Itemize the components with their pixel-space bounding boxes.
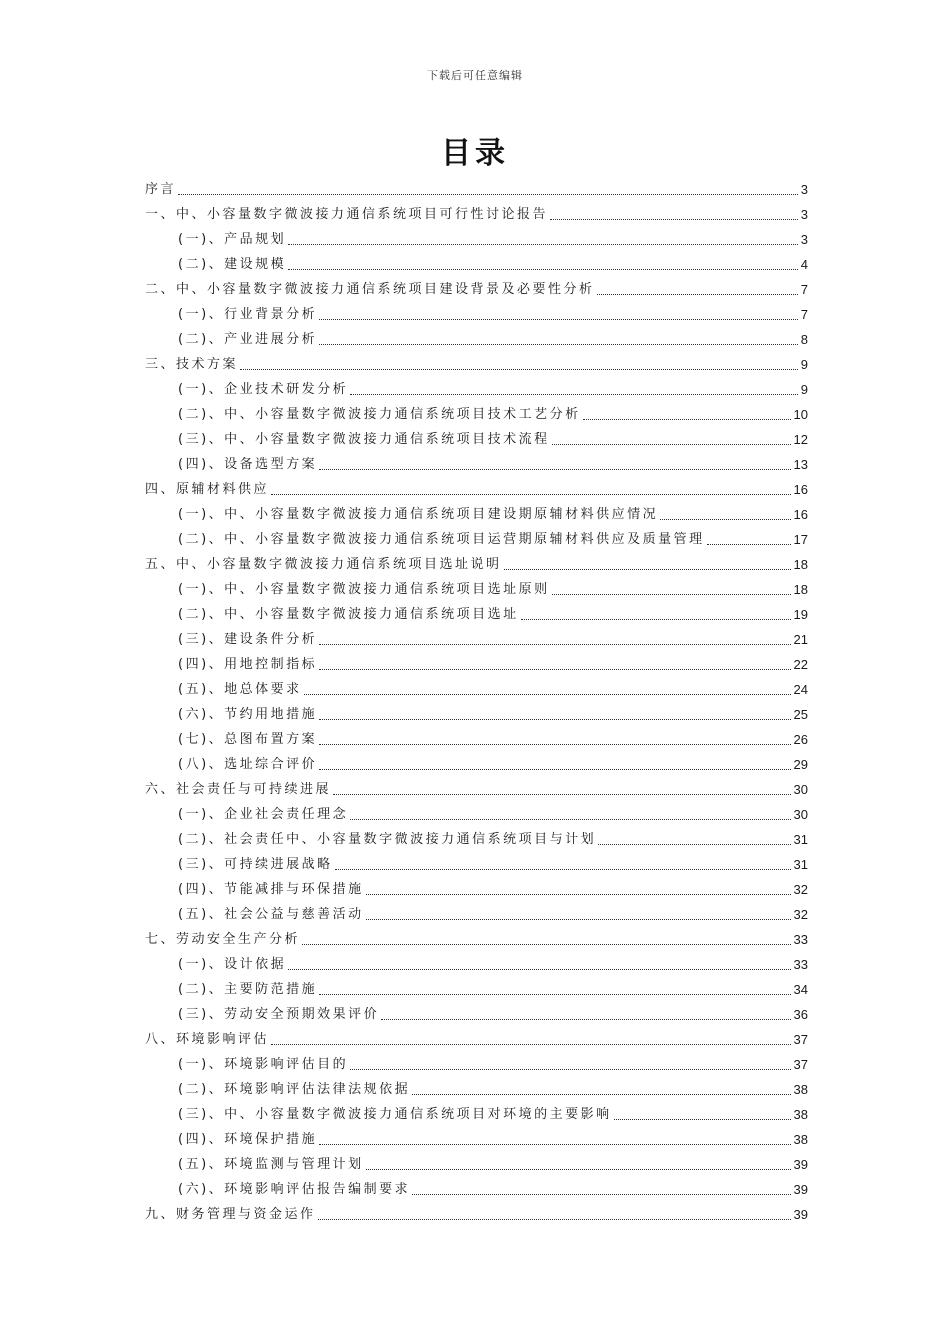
toc-dot-leader xyxy=(319,469,790,470)
toc-entry[interactable] xyxy=(145,899,808,924)
toc-entry[interactable] xyxy=(145,474,808,499)
toc-entry[interactable] xyxy=(145,249,808,274)
toc-dot-leader xyxy=(521,619,791,620)
toc-entry-title: 九、财务管理与资金运作 xyxy=(145,1207,316,1222)
toc-page-number: 4 xyxy=(800,257,808,272)
toc-dot-leader xyxy=(288,969,790,970)
toc-dot-leader xyxy=(271,494,791,495)
toc-page-number: 8 xyxy=(800,332,808,347)
toc-entry[interactable] xyxy=(145,424,808,449)
toc-page-number: 36 xyxy=(793,1007,808,1022)
toc-entry[interactable] xyxy=(145,224,808,249)
toc-dot-leader xyxy=(319,1144,790,1145)
toc-entry[interactable] xyxy=(145,349,808,374)
toc-dot-leader xyxy=(597,294,798,295)
toc-dot-leader xyxy=(583,419,791,420)
toc-entry[interactable] xyxy=(145,674,808,699)
toc-entry-title: (七)、总图布置方案 xyxy=(178,732,318,747)
toc-entry-title: (二)、主要防范措施 xyxy=(178,982,318,997)
toc-page-number: 34 xyxy=(793,982,808,997)
toc-entry-title: (二)、中、小容量数字微波接力通信系统项目技术工艺分析 xyxy=(178,407,581,422)
toc-entry[interactable] xyxy=(145,1049,808,1074)
toc-entry[interactable] xyxy=(145,1074,808,1099)
toc-entry-title: (四)、用地控制指标 xyxy=(178,657,318,672)
toc-dot-leader xyxy=(614,1119,791,1120)
table-of-contents xyxy=(145,174,808,1224)
toc-dot-leader xyxy=(366,894,791,895)
toc-entry[interactable] xyxy=(145,374,808,399)
toc-entry[interactable] xyxy=(145,274,808,299)
toc-entry-title: (二)、产业进展分析 xyxy=(178,332,318,347)
toc-page-number: 37 xyxy=(793,1057,808,1072)
toc-entry[interactable] xyxy=(145,174,808,199)
toc-entry-title: 八、环境影响评估 xyxy=(145,1032,270,1047)
toc-dot-leader xyxy=(366,919,791,920)
toc-entry-title: (五)、地总体要求 xyxy=(178,682,302,697)
toc-entry[interactable] xyxy=(145,624,808,649)
toc-entry-title: (八)、选址综合评价 xyxy=(178,757,318,772)
toc-entry[interactable] xyxy=(145,499,808,524)
toc-entry[interactable] xyxy=(145,324,808,349)
toc-page-number: 18 xyxy=(793,557,808,572)
toc-entry-title: (二)、环境影响评估法律法规依据 xyxy=(178,1082,411,1097)
toc-page-number: 9 xyxy=(800,357,808,372)
toc-page-number: 3 xyxy=(800,182,808,197)
toc-page-number: 18 xyxy=(793,582,808,597)
toc-entry-title: (五)、环境监测与管理计划 xyxy=(178,1157,364,1172)
toc-entry[interactable] xyxy=(145,299,808,324)
toc-entry[interactable] xyxy=(145,949,808,974)
toc-entry[interactable] xyxy=(145,1199,808,1224)
toc-dot-leader xyxy=(288,269,798,270)
toc-entry-title: (六)、环境影响评估报告编制要求 xyxy=(178,1182,411,1197)
toc-dot-leader xyxy=(598,844,790,845)
toc-entry-title: 序言 xyxy=(145,182,177,197)
toc-entry-title: (一)、设计依据 xyxy=(178,957,287,972)
toc-entry-title: (二)、建设规模 xyxy=(178,257,287,272)
toc-dot-leader xyxy=(319,344,798,345)
toc-entry-title: (四)、节能减排与环保措施 xyxy=(178,882,364,897)
toc-dot-leader xyxy=(302,944,791,945)
toc-entry-title: (四)、设备选型方案 xyxy=(178,457,318,472)
toc-page-number: 16 xyxy=(793,507,808,522)
toc-dot-leader xyxy=(318,1219,791,1220)
toc-entry[interactable] xyxy=(145,849,808,874)
toc-page-number: 24 xyxy=(793,682,808,697)
toc-dot-leader xyxy=(552,444,791,445)
toc-entry[interactable] xyxy=(145,199,808,224)
toc-entry[interactable] xyxy=(145,1024,808,1049)
toc-dot-leader xyxy=(335,869,791,870)
toc-entry-title: (三)、劳动安全预期效果评价 xyxy=(178,1007,380,1022)
toc-entry[interactable] xyxy=(145,399,808,424)
toc-dot-leader xyxy=(350,394,798,395)
toc-page-number: 25 xyxy=(793,707,808,722)
toc-entry[interactable] xyxy=(145,449,808,474)
toc-dot-leader xyxy=(504,569,791,570)
toc-page-number: 30 xyxy=(793,782,808,797)
toc-entry[interactable] xyxy=(145,999,808,1024)
toc-dot-leader xyxy=(240,369,798,370)
toc-page-number: 17 xyxy=(793,532,808,547)
toc-dot-leader xyxy=(304,694,791,695)
toc-dot-leader xyxy=(366,1169,791,1170)
toc-entry-title: (一)、中、小容量数字微波接力通信系统项目建设期原辅材料供应情况 xyxy=(178,507,659,522)
toc-entry[interactable] xyxy=(145,774,808,799)
toc-dot-leader xyxy=(319,319,798,320)
toc-page-number: 7 xyxy=(800,282,808,297)
toc-entry-title: (三)、可持续进展战略 xyxy=(178,857,333,872)
toc-page-number: 16 xyxy=(793,482,808,497)
toc-entry-title: (一)、行业背景分析 xyxy=(178,307,318,322)
toc-dot-leader xyxy=(660,519,790,520)
toc-entry[interactable] xyxy=(145,1124,808,1149)
toc-dot-leader xyxy=(319,644,790,645)
toc-entry[interactable] xyxy=(145,724,808,749)
toc-entry-title: (一)、中、小容量数字微波接力通信系统项目选址原则 xyxy=(178,582,550,597)
toc-entry-title: (二)、中、小容量数字微波接力通信系统项目选址 xyxy=(178,607,519,622)
toc-entry-title: (一)、环境影响评估目的 xyxy=(178,1057,349,1072)
toc-dot-leader xyxy=(319,744,790,745)
toc-entry[interactable] xyxy=(145,574,808,599)
toc-page-number: 38 xyxy=(793,1082,808,1097)
toc-dot-leader xyxy=(381,1019,790,1020)
toc-page-number: 9 xyxy=(800,382,808,397)
toc-dot-leader xyxy=(288,244,798,245)
toc-dot-leader xyxy=(350,1069,790,1070)
toc-entry-title: 六、社会责任与可持续进展 xyxy=(145,782,332,797)
toc-entry[interactable] xyxy=(145,824,808,849)
toc-dot-leader xyxy=(550,219,798,220)
toc-entry-title: (三)、中、小容量数字微波接力通信系统项目对环境的主要影响 xyxy=(178,1107,612,1122)
toc-entry[interactable] xyxy=(145,549,808,574)
toc-entry[interactable] xyxy=(145,699,808,724)
toc-entry-title: (一)、企业技术研发分析 xyxy=(178,382,349,397)
toc-entry[interactable] xyxy=(145,1099,808,1124)
toc-dot-leader xyxy=(412,1194,790,1195)
toc-dot-leader xyxy=(552,594,791,595)
toc-dot-leader xyxy=(271,1044,791,1045)
toc-dot-leader xyxy=(412,1094,790,1095)
toc-page-number: 39 xyxy=(793,1207,808,1222)
toc-entry-title: (一)、企业社会责任理念 xyxy=(178,807,349,822)
toc-entry[interactable] xyxy=(145,524,808,549)
toc-page-number: 39 xyxy=(793,1157,808,1172)
toc-page-number: 19 xyxy=(793,607,808,622)
toc-page-number: 37 xyxy=(793,1032,808,1047)
toc-page-number: 33 xyxy=(793,957,808,972)
toc-page-number: 22 xyxy=(793,657,808,672)
toc-entry-title: 五、中、小容量数字微波接力通信系统项目选址说明 xyxy=(145,557,502,572)
toc-page-number: 12 xyxy=(793,432,808,447)
toc-dot-leader xyxy=(707,544,791,545)
toc-dot-leader xyxy=(333,794,791,795)
toc-entry-title: 二、中、小容量数字微波接力通信系统项目建设背景及必要性分析 xyxy=(145,282,595,297)
toc-page-number: 7 xyxy=(800,307,808,322)
toc-dot-leader xyxy=(319,769,790,770)
toc-entry-title: (三)、建设条件分析 xyxy=(178,632,318,647)
toc-entry[interactable] xyxy=(145,974,808,999)
toc-entry[interactable] xyxy=(145,749,808,774)
toc-entry-title: (四)、环境保护措施 xyxy=(178,1132,318,1147)
toc-page-number: 32 xyxy=(793,882,808,897)
toc-entry[interactable] xyxy=(145,1149,808,1174)
toc-page-number: 13 xyxy=(793,457,808,472)
toc-entry-title: 四、原辅材料供应 xyxy=(145,482,270,497)
header-note: 下载后可任意编辑 xyxy=(427,69,523,82)
toc-page-number: 33 xyxy=(793,932,808,947)
toc-page-number: 31 xyxy=(793,857,808,872)
toc-entry-title: (三)、中、小容量数字微波接力通信系统项目技术流程 xyxy=(178,432,550,447)
toc-dot-leader xyxy=(350,819,790,820)
toc-dot-leader xyxy=(319,719,790,720)
toc-entry[interactable] xyxy=(145,799,808,824)
toc-page-number: 10 xyxy=(793,407,808,422)
toc-page-number: 21 xyxy=(793,632,808,647)
toc-entry[interactable] xyxy=(145,874,808,899)
toc-page-number: 38 xyxy=(793,1132,808,1147)
toc-entry-title: 一、中、小容量数字微波接力通信系统项目可行性讨论报告 xyxy=(145,207,549,222)
toc-entry-title: (五)、社会公益与慈善活动 xyxy=(178,907,364,922)
toc-entry[interactable] xyxy=(145,1174,808,1199)
toc-entry[interactable] xyxy=(145,924,808,949)
toc-entry-title: (二)、社会责任中、小容量数字微波接力通信系统项目与计划 xyxy=(178,832,597,847)
toc-page-number: 3 xyxy=(800,232,808,247)
toc-entry-title: (二)、中、小容量数字微波接力通信系统项目运营期原辅材料供应及质量管理 xyxy=(178,532,705,547)
toc-page-number: 31 xyxy=(793,832,808,847)
toc-dot-leader xyxy=(319,669,790,670)
toc-entry-title: (一)、产品规划 xyxy=(178,232,287,247)
toc-page-number: 38 xyxy=(793,1107,808,1122)
toc-page-number: 3 xyxy=(800,207,808,222)
toc-entry-title: 三、技术方案 xyxy=(145,357,239,372)
toc-page-number: 32 xyxy=(793,907,808,922)
toc-entry-title: (六)、节约用地措施 xyxy=(178,707,318,722)
toc-dot-leader xyxy=(178,194,798,195)
toc-dot-leader xyxy=(319,994,790,995)
toc-page-number: 39 xyxy=(793,1182,808,1197)
toc-page-number: 30 xyxy=(793,807,808,822)
toc-entry[interactable] xyxy=(145,649,808,674)
toc-entry-title: 七、劳动安全生产分析 xyxy=(145,932,301,947)
toc-page-number: 26 xyxy=(793,732,808,747)
toc-entry[interactable] xyxy=(145,599,808,624)
page-title: 目录 xyxy=(441,136,509,171)
toc-page-number: 29 xyxy=(793,757,808,772)
